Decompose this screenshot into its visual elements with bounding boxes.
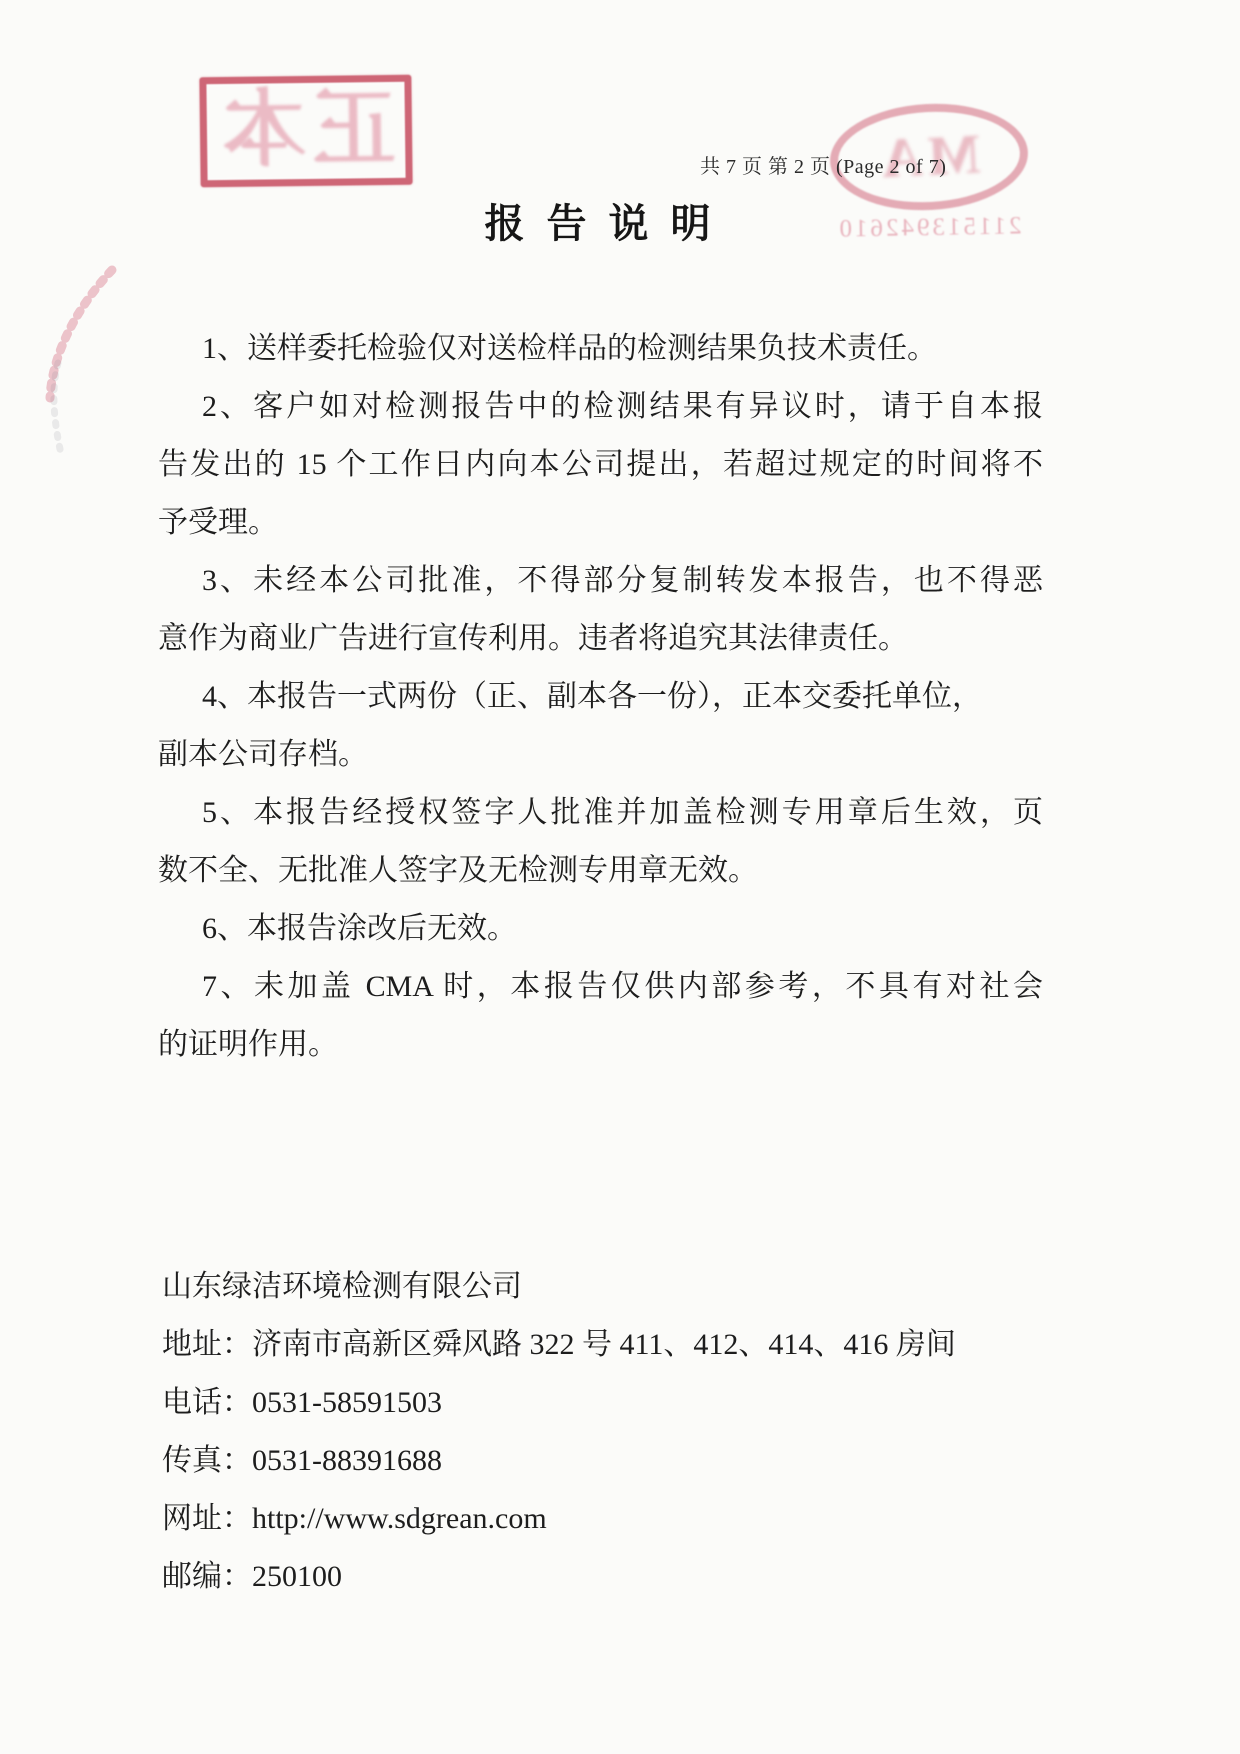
company-info-line: 电话：0531-58591503 [162,1386,442,1419]
cma-stamp-number: 211513942610 [836,212,1022,243]
report-notes [158,320,1043,1074]
report-note-line: 1、送样委托检验仅对送检样品的检测结果负技术责任。 [202,332,937,365]
report-note-line: 告发出的 15 个工作日内向本公司提出，若超过规定的时间将不 [158,448,1043,481]
report-note-line: 的证明作用。 [158,1028,338,1061]
company-info-line: 地址：济南市高新区舜风路 322 号 411、412、414、416 房间 [162,1328,956,1361]
page-number: 共 7 页 第 2 页 (Page 2 of 7) [700,156,947,178]
report-note-line: 数不全、无批准人签字及无检测专用章无效。 [158,854,758,887]
company-info-line: 传真：0531-88391688 [162,1444,442,1477]
page-title: 报 告 说 明 [484,201,717,246]
original-copy-stamp [199,75,412,188]
company-info-line: 网址：http://www.sdgrean.com [162,1502,547,1535]
report-note-line: 4、本报告一式两份（正、副本各一份），正本交委托单位， [202,680,982,713]
report-note-line: 副本公司存档。 [158,738,368,771]
report-note-line: 予受理。 [158,506,278,539]
original-copy-stamp-text: 正本 [215,82,397,179]
report-note-line: 5、本报告经授权签字人批准并加盖检测专用章后生效，页 [202,796,1043,829]
report-note-line: 7、未加盖 CMA 时，本报告仅供内部参考，不具有对社会 [202,970,1043,1003]
cma-stamp-letters: MA [875,123,983,191]
company-info-line: 山东绿洁环境检测有限公司 [162,1270,522,1303]
report-note-line: 6、本报告涂改后无效。 [202,912,517,945]
report-note-line: 意作为商业广告进行宣传利用。违者将追究其法律责任。 [158,622,908,655]
company-info [162,1258,1062,1606]
report-note-line: 3、未经本公司批准，不得部分复制转发本报告，也不得恶 [202,564,1043,597]
report-note-line: 2、客户如对检测报告中的检测结果有异议时，请于自本报 [202,390,1043,423]
left-edge-stamp-fragment [0,258,150,498]
company-info-line: 邮编：250100 [162,1560,342,1593]
